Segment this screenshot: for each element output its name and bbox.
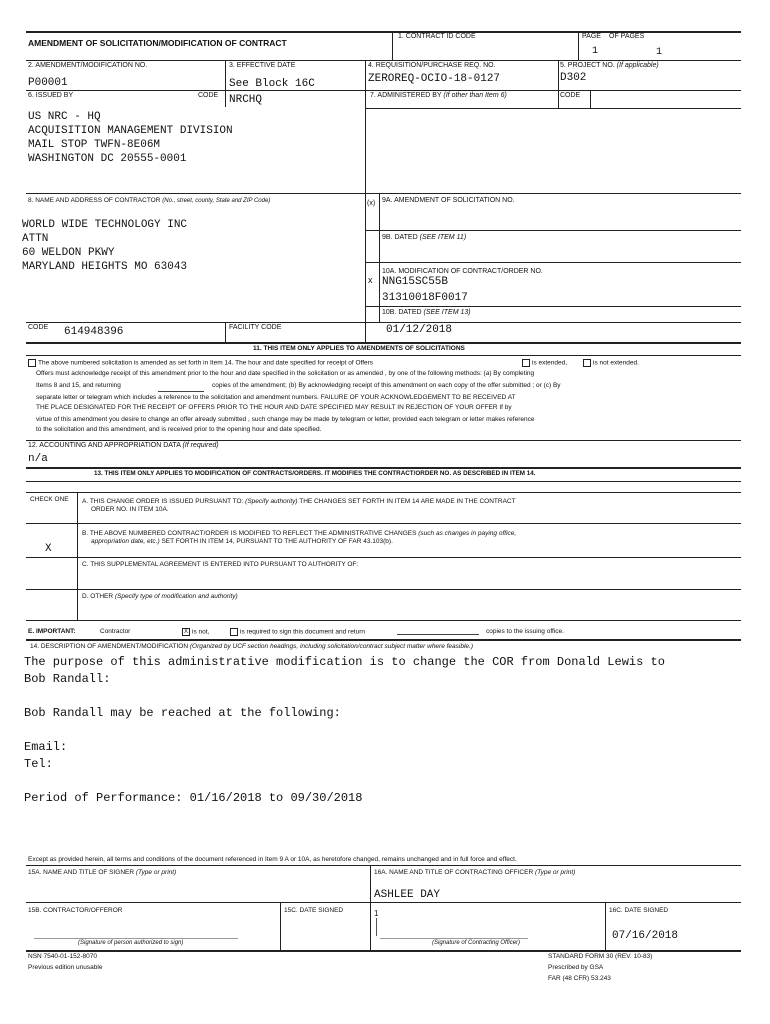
item11-line3b: copies of the amendment; (b) By acknowledging receipt of this amendment on each copy of the offer submitted ; or (c) By bbox=[212, 382, 561, 389]
col-rule bbox=[225, 60, 226, 107]
copies-return-blank[interactable] bbox=[397, 634, 479, 635]
description-line: Tel: bbox=[24, 757, 53, 771]
checkbox-is-not[interactable]: X bbox=[183, 629, 188, 635]
col-rule bbox=[77, 492, 78, 620]
rule bbox=[26, 60, 741, 61]
address-line: US NRC - HQ bbox=[28, 111, 101, 123]
item11-line1: The above numbered solicitation is amended as set forth in Item 14. The hour and date specified for receipt of Offers bbox=[28, 359, 740, 368]
important-label: E. IMPORTANT: bbox=[28, 628, 76, 635]
address-line: MARYLAND HEIGHTS MO 63043 bbox=[22, 261, 188, 273]
officer-name: ASHLEE DAY bbox=[374, 889, 441, 901]
item11-line7: to the solicitation and this amendment, and is received prior to the opening hour and date specified. bbox=[36, 426, 322, 433]
facility-code-label: FACILITY CODE bbox=[229, 324, 282, 331]
address-line: MAIL STOP TWFN-8E06M bbox=[28, 139, 161, 151]
requisition-value: ZEROREQ-OCIO-18-0127 bbox=[368, 73, 501, 85]
rule bbox=[26, 557, 741, 558]
contractor-address bbox=[22, 218, 187, 274]
rule bbox=[26, 523, 741, 524]
description-line: Email: bbox=[24, 740, 68, 754]
option-b-check-mark[interactable]: X bbox=[45, 543, 52, 555]
rule bbox=[26, 322, 741, 323]
amend-no-label: 2. AMENDMENT/MODIFICATION NO. bbox=[28, 62, 148, 69]
checkbox-solicitation[interactable] bbox=[28, 359, 36, 367]
rule bbox=[26, 355, 741, 356]
check-one-label: CHECK ONE bbox=[30, 496, 69, 503]
item11-line3a: Items 8 and 15, and returning bbox=[36, 382, 121, 389]
amend-no-value: P00001 bbox=[28, 77, 68, 89]
signature-15-line[interactable] bbox=[34, 938, 238, 939]
col-rule bbox=[392, 31, 393, 60]
description-line: Period of Performance: 01/16/2018 to 09/30/2018 bbox=[24, 791, 363, 805]
usa-label bbox=[374, 907, 481, 915]
page-number: 1 bbox=[592, 46, 599, 57]
rule bbox=[26, 481, 741, 482]
date-15c-label: 15C. DATE SIGNED bbox=[284, 907, 344, 914]
requisition-label: 4. REQUISITION/PURCHASE REQ. NO. bbox=[368, 62, 496, 69]
mod-contract-value-1: NNG15SC55B bbox=[382, 276, 449, 288]
item11-line2: Offers must acknowledge receipt of this amendment prior to the hour and date specified in the solicitation or as amended , by one of the following methods: (a) By completing bbox=[36, 370, 535, 377]
col-rule bbox=[280, 902, 281, 950]
col-rule bbox=[605, 902, 606, 950]
mod-contract-value-2: 31310018F0017 bbox=[382, 292, 468, 304]
form-title: AMENDMENT OF SOLICITATION/MODIFICATION OF CONTRACT bbox=[28, 38, 287, 48]
description-line bbox=[24, 688, 665, 705]
option-d-text: D. OTHER (Specify type of modification and authority) bbox=[82, 593, 238, 600]
rule bbox=[26, 467, 741, 469]
prescribed-by: Prescribed by GSA bbox=[548, 964, 604, 971]
col-rule bbox=[558, 60, 559, 108]
is-not-option: X is not, bbox=[183, 628, 210, 636]
rule bbox=[365, 262, 741, 263]
contractor-code-label: CODE bbox=[28, 324, 49, 331]
rule bbox=[26, 589, 741, 590]
date-16c-value: 07/16/2018 bbox=[612, 930, 679, 942]
project-no-label: 5. PROJECT NO. (If applicable) bbox=[560, 62, 659, 69]
contract-id-label: 1. CONTRACT ID CODE bbox=[398, 33, 476, 40]
page-total: 1 bbox=[656, 47, 663, 58]
rule bbox=[26, 440, 741, 441]
us-mark: 1 bbox=[374, 909, 379, 918]
col-rule bbox=[225, 322, 226, 342]
col-rule bbox=[370, 865, 371, 950]
page-label: PAGE bbox=[582, 33, 601, 40]
amend-sol-label: 9A. AMENDMENT OF SOLICITATION NO. bbox=[382, 197, 515, 204]
option-c-text: C. THIS SUPPLEMENTAL AGREEMENT IS ENTERED INTO PURSUANT TO AUTHORITY OF: bbox=[82, 561, 359, 568]
rule bbox=[26, 639, 741, 641]
mod-contract-label: 10A. MODIFICATION OF CONTRACT/ORDER NO. bbox=[382, 268, 543, 275]
checkbox-not-extended[interactable] bbox=[583, 359, 591, 367]
item13-heading: 13. THIS ITEM ONLY APPLIES TO MODIFICATION OF CONTRACTS/ORDERS. IT MODIFIES THE CONTRACT/ORDER NO. AS DESCRIBED IN ITEM 14. bbox=[94, 470, 536, 477]
description-line: The purpose of this administrative modification is to change the COR from Donald Lewis to bbox=[24, 655, 665, 669]
extended-option: is extended, bbox=[522, 359, 567, 368]
contractor-code-value: 614948396 bbox=[64, 326, 124, 338]
signature-15-caption: (Signature of person authorized to sign) bbox=[78, 940, 184, 946]
col-rule bbox=[590, 90, 591, 108]
dated-10b-label: 10B. DATED (SEE ITEM 13) bbox=[382, 309, 471, 316]
rule bbox=[26, 492, 741, 493]
rule bbox=[26, 950, 741, 952]
issued-by-label: 6. ISSUED BY bbox=[28, 92, 74, 99]
except-statement: Except as provided herein, all terms and conditions of the document referenced in Item 9 A or 10A, as heretofore changed, remains unchanged and in full force and effect. bbox=[28, 856, 517, 863]
effective-date-value: See Block 16C bbox=[229, 78, 315, 90]
checkbox-extended[interactable] bbox=[522, 359, 530, 367]
description-line: Bob Randall may be reached at the following: bbox=[24, 706, 341, 720]
issued-code-label: CODE bbox=[198, 92, 219, 99]
address-line: WASHINGTON DC 20555-0001 bbox=[28, 153, 187, 165]
address-line: ACQUISITION MANAGEMENT DIVISION bbox=[28, 125, 233, 137]
option-b-line2: appropriation date, etc.) SET FORTH IN ITEM 14, PURSUANT TO THE AUTHORITY OF FAR 43.103(b). bbox=[91, 538, 393, 545]
rule bbox=[365, 306, 741, 307]
address-line: ATTN bbox=[22, 233, 49, 245]
signature-16-caption: (Signature of Contracting Officer) bbox=[432, 940, 521, 946]
rule bbox=[26, 193, 741, 194]
signature-cursor bbox=[376, 918, 377, 936]
item11-line5: THE PLACE DESIGNATED FOR THE RECEIPT OF OFFERS PRIOR TO THE HOUR AND DATE SPECIFIED MAY RESULT IN REJECTION OF YOUR OFFER If by bbox=[36, 404, 512, 411]
issuer-address bbox=[28, 110, 233, 166]
effective-date-label: 3. EFFECTIVE DATE bbox=[229, 62, 296, 69]
date-16c-label: 16C. DATE SIGNED bbox=[609, 907, 669, 914]
rule bbox=[365, 230, 741, 231]
issued-code-value: NRCHQ bbox=[229, 94, 263, 106]
description-label: 14. DESCRIPTION OF AMENDMENT/MODIFICATION (Organized by UCF section headings, including solicitation/contract subject matter where feasible.) bbox=[30, 643, 474, 650]
admin-code-label: CODE bbox=[560, 92, 581, 99]
col-rule bbox=[578, 31, 579, 60]
rule bbox=[26, 90, 741, 91]
of-pages-label: OF PAGES bbox=[609, 33, 645, 40]
description-line bbox=[24, 773, 665, 790]
option-a-line1: A. THIS CHANGE ORDER IS ISSUED PURSUANT TO: (Specify authority) THE CHANGES SET FORTH IN ITEM 14 ARE MADE IN THE CONTRACT bbox=[82, 498, 516, 505]
contractor-offeror-label: 15B. CONTRACTOR/OFFEROR bbox=[28, 907, 123, 914]
contractor-label: 8. NAME AND ADDRESS OF CONTRACTOR (No., street, county, State and ZIP Code) bbox=[28, 197, 271, 204]
copies-blank[interactable] bbox=[158, 391, 204, 392]
item11-heading: 11. THIS ITEM ONLY APPLIES TO AMENDMENTS OF SOLICITATIONS bbox=[253, 345, 465, 352]
col-rule bbox=[365, 60, 366, 342]
accounting-label: 12. ACCOUNTING AND APPROPRIATION DATA (If required) bbox=[28, 442, 219, 449]
x-column-label: (x) bbox=[367, 200, 376, 207]
col-rule bbox=[379, 193, 380, 322]
standard-form: STANDARD FORM 30 (REV. 10-83) bbox=[548, 953, 653, 960]
rule bbox=[26, 902, 741, 903]
dated-9b-label: 9B. DATED (SEE ITEM 11) bbox=[382, 234, 467, 241]
previous-edition: Previous edition unusable bbox=[28, 964, 103, 971]
nsn-number: NSN 7540-01-152-8070 bbox=[28, 953, 98, 960]
description-line bbox=[24, 722, 665, 739]
rule bbox=[26, 342, 741, 344]
address-line: 60 WELDON PKWY bbox=[22, 247, 115, 259]
rule bbox=[365, 108, 741, 109]
option-a-line2: ORDER NO. IN ITEM 10A. bbox=[91, 506, 169, 513]
checkbox-is-required[interactable] bbox=[230, 628, 238, 636]
administered-by-label: 7. ADMINISTERED BY (If other than Item 6) bbox=[370, 92, 507, 99]
rule bbox=[26, 620, 741, 621]
is-required-option: is required to sign this document and return bbox=[230, 628, 365, 637]
description-line: Bob Randall: bbox=[24, 672, 111, 686]
mod-check-mark: x bbox=[368, 275, 373, 285]
copies-text: copies to the issuing office. bbox=[486, 628, 564, 635]
item11-line6: virtue of this amendment you desire to change an offer already submitted , such change may be made by telegram or letter, provided each telegram or letter makes reference bbox=[36, 416, 535, 423]
item11-line4: separate letter or telegram which includes a reference to the solicitation and amendment numbers. FAILURE OF YOUR ACKNOWLEDGEMENT TO BE RECEIVED AT bbox=[36, 394, 516, 401]
project-no-value: D302 bbox=[560, 72, 587, 84]
dated-10b-value: 01/12/2018 bbox=[386, 324, 453, 336]
option-b-line1: B. THE ABOVE NUMBERED CONTRACT/ORDER IS MODIFIED TO REFLECT THE ADMINISTRATIVE CHANGES (such as changes in paying office, bbox=[82, 530, 517, 537]
signer-label: 15A. NAME AND TITLE OF SIGNER (Type or print) bbox=[28, 869, 177, 876]
description-body bbox=[24, 654, 665, 807]
signature-16-line[interactable] bbox=[380, 938, 528, 939]
address-line: WORLD WIDE TECHNOLOGY INC bbox=[22, 219, 188, 231]
far-citation: FAR (48 CFR) 53.243 bbox=[548, 975, 611, 982]
rule bbox=[26, 865, 741, 866]
contractor-word: Contractor bbox=[100, 628, 131, 635]
not-extended-option: is not extended. bbox=[583, 359, 639, 368]
officer-label: 16A. NAME AND TITLE OF CONTRACTING OFFICER (Type or print) bbox=[374, 869, 576, 876]
accounting-value: n/a bbox=[28, 453, 48, 465]
